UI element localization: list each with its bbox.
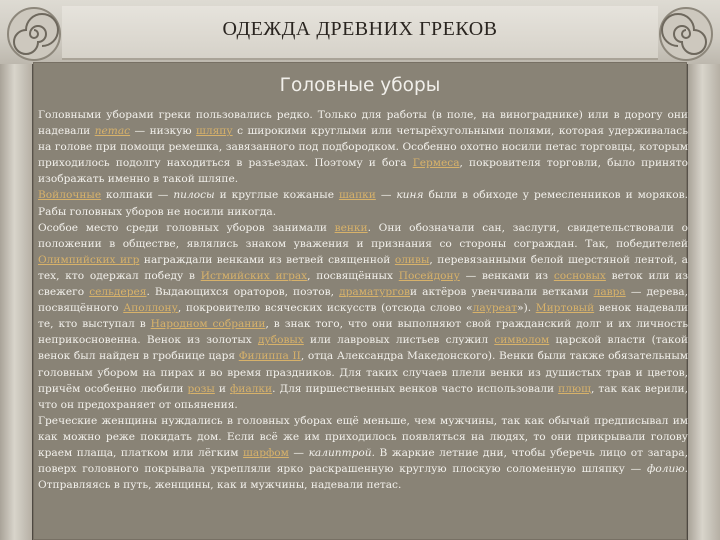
inline-link[interactable]: лавра — [593, 286, 626, 299]
text-run: веток или из свежего — [38, 269, 688, 299]
text-run: , посвящённых — [307, 269, 399, 282]
text-run: Особое место среди головных уборов занимали — [38, 221, 335, 234]
text-run: — низкую — [130, 125, 197, 138]
text-run: , перевязанными белой шерстяной лентой, а тех, кто одержал победу в — [38, 253, 688, 282]
text-run: — дерева, посвящённого — [38, 286, 688, 315]
inline-link[interactable]: фиалки — [229, 382, 273, 395]
text-run: и круглые кожаные — [214, 189, 339, 202]
inline-link[interactable]: шляпу — [196, 125, 233, 138]
text-run: , так как верили, что он предохраняет от опьянения. — [38, 382, 688, 411]
inline-link[interactable]: дубовых — [257, 334, 304, 347]
text-run: . Для пиршественных венков часто использовали — [272, 382, 559, 395]
inline-link[interactable]: шапки — [338, 189, 376, 202]
text-run: . Выдающихся ораторов, поэтов, — [146, 286, 340, 299]
inline-link[interactable]: Истмийских играх — [200, 269, 308, 282]
text-run: , в знак того, что они выполняют свой гражданский долг и их личность неприкосновенна. Венок из золотых — [38, 318, 688, 347]
paragraph — [38, 220, 688, 413]
text-run: — венками из — [459, 269, 554, 282]
text-run: , покровителя торговли, было принято изображать именно в такой шляпе. — [38, 157, 689, 186]
text-run: с широкими круглыми или четырёхугольными полями, которая удерживалась на голове при помощи ремешка, завязанного под подбородком. Особенно охотно носили петас торговцы, которым приходилось подолгу находиться в разъездах. Поэтому и бога — [38, 125, 688, 170]
text-run: венок надевали те, кто выступал в — [38, 302, 688, 331]
text-run: , покровителю всяческих искусств (отсюда слово « — [177, 302, 473, 315]
inline-link[interactable]: розы — [187, 382, 215, 395]
text-run: »). — [517, 302, 536, 315]
inline-link[interactable]: Аполлону — [123, 302, 178, 315]
text-run: колпаки — — [101, 189, 174, 202]
inline-link[interactable]: сельдерея — [89, 286, 147, 299]
text-run: или лавровых листьев служил — [303, 334, 495, 347]
text-run: — — [375, 189, 397, 202]
text-run: были в обиходе у ремесленников и моряков. Рабы головных уборов не носили никогда. — [38, 189, 688, 218]
inline-link[interactable]: Гермеса — [412, 157, 460, 170]
text-run: . Они обозначали сан, заслуги, свидетельствовали о положении в обществе, являлись знаком уважения и признания со стороны сограждан. Так, победителей — [38, 221, 688, 250]
text-run: — — [288, 446, 309, 459]
inline-link[interactable]: петас — [94, 125, 131, 138]
inline-link[interactable]: Посейдону — [398, 269, 460, 282]
text-run: царской власти (такой венок был найден в гробнице царя — [38, 334, 688, 363]
paragraph — [38, 107, 688, 187]
inline-link[interactable]: оливы — [394, 253, 430, 266]
text-run: . В жаркие летние дни, чтобы уберечь лицо от загара, поверх головного покрывала укрепляли ярко раскрашенную круглую плоскую соломенную шляпку — — [38, 446, 688, 476]
emphasized-term: калиптрой — [308, 446, 372, 459]
emphasized-term: пилосы — [173, 189, 215, 202]
text-run: Головными уборами греки пользовались редко. Только для работы (в поле, на винограднике) или в дорогу они надевали — [38, 109, 688, 138]
inline-link[interactable]: Миртовый — [535, 302, 595, 315]
emphasized-term: киня — [396, 189, 424, 202]
emphasized-term: фолию — [647, 463, 685, 476]
text-run: и — [214, 382, 230, 395]
article-body — [38, 107, 688, 493]
paragraph — [38, 413, 688, 493]
section-title: Головные уборы — [279, 75, 441, 96]
paragraph — [38, 187, 688, 219]
inline-link[interactable]: Народном собрании — [150, 318, 266, 331]
text-run: и актёров увенчивали ветками — [410, 286, 594, 299]
text-run: награждали венками из ветвей священной — [139, 253, 395, 266]
text-run: , отца Александра Македонского). Венки были также обязательным головным убором на пирах и во время праздников. Для таких случаев плели венки из душистых трав и цветов, причём особенно любили — [38, 350, 688, 395]
inline-link[interactable]: Войлочные — [38, 189, 102, 202]
inline-link[interactable]: символом — [494, 334, 550, 347]
inline-link[interactable]: драматургов — [339, 286, 411, 299]
text-run: Греческие женщины нуждались в головных уборах ещё меньше, чем мужчины, так как обычай предписывал им как можно реже покидать дом. Если всё же им приходилось появляться на людях, то они прикрывали голову краем плаща, платком или лёгким — [38, 414, 688, 459]
inline-link[interactable]: лауреат — [472, 302, 518, 315]
inline-link[interactable]: плющ — [558, 382, 591, 395]
inline-link[interactable]: сосновых — [553, 269, 606, 282]
inline-link[interactable]: венки — [334, 221, 368, 234]
page-title: ОДЕЖДА ДРЕВНИХ ГРЕКОВ — [222, 18, 498, 40]
inline-link[interactable]: Филиппа II — [238, 350, 301, 363]
inline-link[interactable]: шарфом — [243, 446, 289, 459]
text-run: . Отправляясь в путь, женщины, как и мужчины, надевали петас. — [38, 463, 688, 492]
inline-link[interactable]: Олимпийских игр — [38, 253, 140, 266]
